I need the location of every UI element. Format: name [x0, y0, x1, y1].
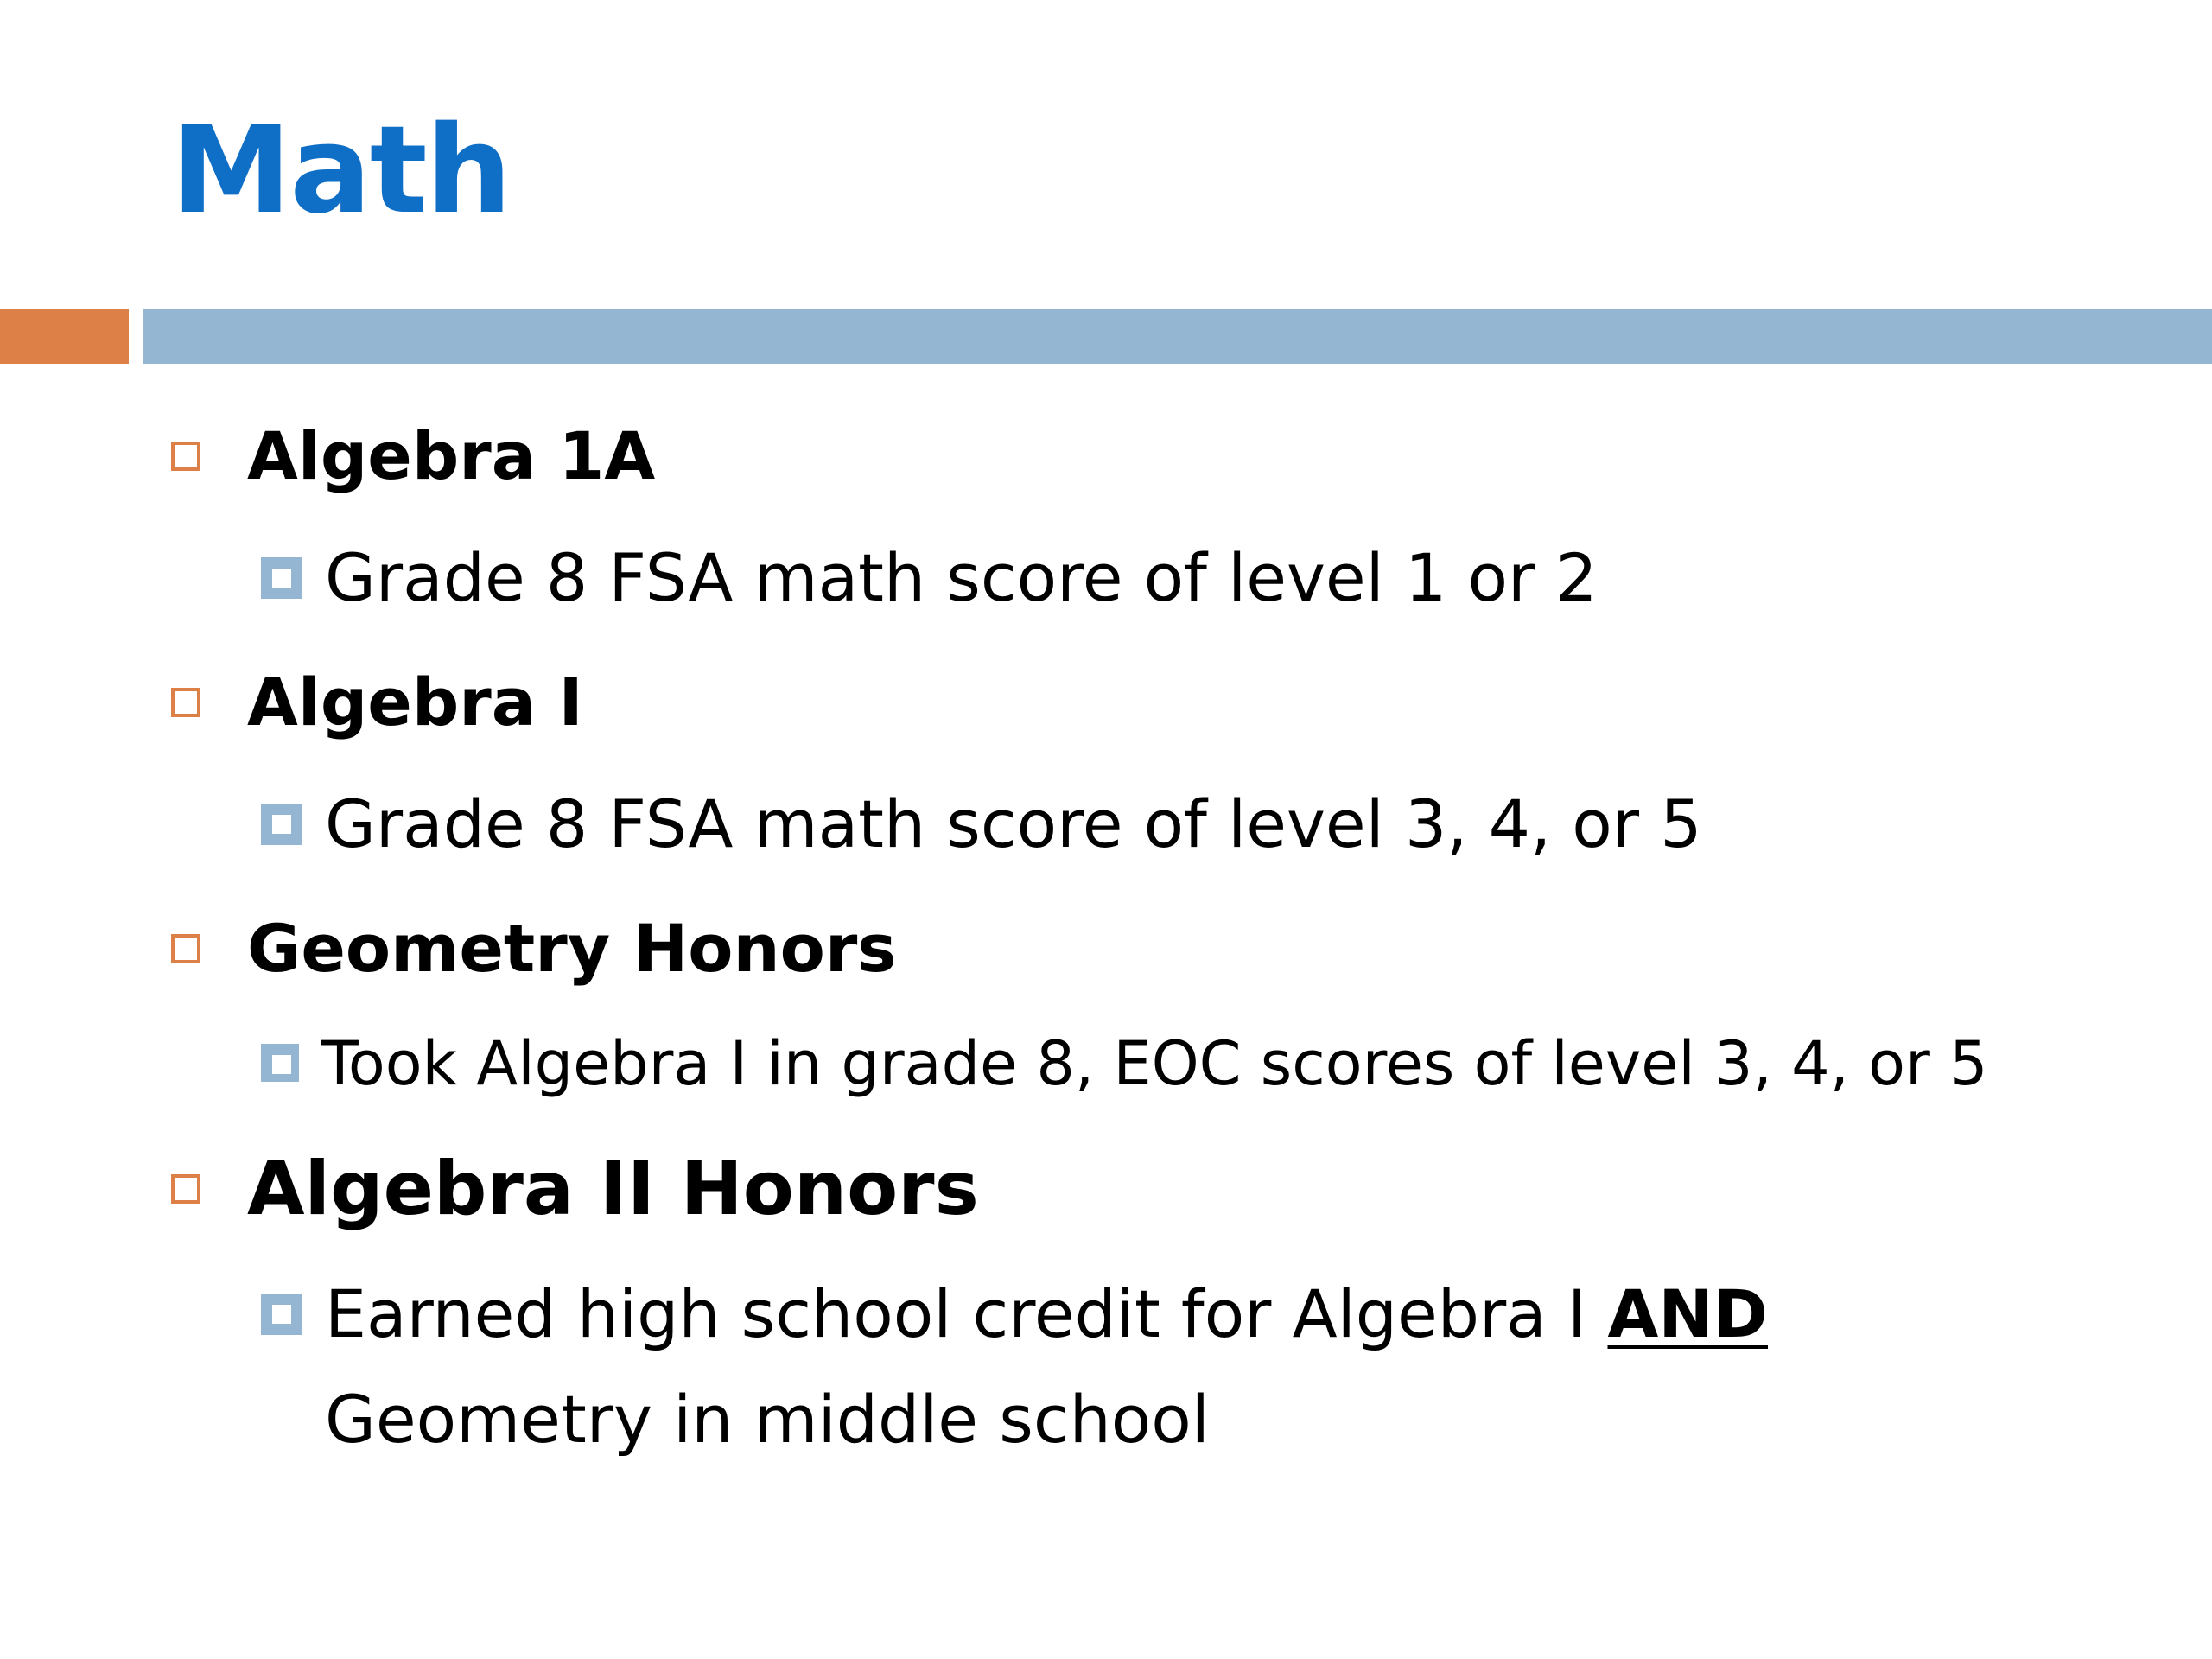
list-item-algebra-i	[171, 664, 583, 741]
square-bullet-icon	[171, 688, 200, 717]
sub-item-text-part2: Geometry in middle school	[325, 1381, 1210, 1458]
header-accent-bar-orange	[0, 309, 129, 364]
filled-square-bullet-icon	[261, 1294, 302, 1335]
list-item-heading: Algebra II Honors	[247, 1146, 979, 1232]
list-item-heading: Algebra I	[247, 664, 583, 741]
sub-item-text: Grade 8 FSA math score of level 3, 4, or 5	[325, 785, 1702, 862]
sub-item-text-part1: Earned high school credit for Algebra I	[325, 1275, 1587, 1352]
filled-square-bullet-icon	[261, 1044, 299, 1082]
sub-item-algebra-ii-honors	[261, 1262, 1768, 1472]
sub-item-geometry-honors	[261, 1011, 1988, 1116]
sub-item-emphasis: AND	[1607, 1275, 1769, 1352]
list-item-algebra-ii-honors	[171, 1146, 979, 1232]
header-accent-bar-blue	[143, 309, 2212, 364]
list-item-geometry-honors	[171, 910, 897, 987]
sub-item-text	[325, 1262, 1768, 1472]
slide-title: Math	[171, 100, 511, 241]
list-item-heading: Algebra 1A	[247, 417, 656, 494]
square-bullet-icon	[171, 442, 200, 471]
square-bullet-icon	[171, 934, 200, 963]
filled-square-bullet-icon	[261, 804, 302, 845]
sub-item-algebra-1a	[261, 525, 1598, 631]
list-item-heading: Geometry Honors	[247, 910, 897, 987]
list-item-algebra-1a	[171, 417, 656, 494]
sub-item-algebra-i	[261, 772, 1702, 877]
sub-item-text: Grade 8 FSA math score of level 1 or 2	[325, 539, 1598, 616]
square-bullet-icon	[171, 1174, 200, 1204]
sub-item-text: Took Algebra I in grade 8, EOC scores of level 3, 4, or 5	[321, 1028, 1988, 1099]
filled-square-bullet-icon	[261, 557, 302, 599]
